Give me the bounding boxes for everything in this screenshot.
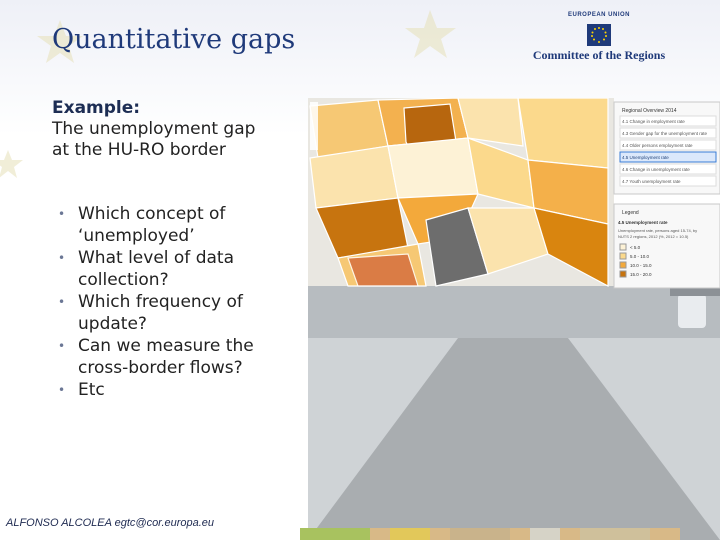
legend-label: < 5.0	[630, 245, 641, 250]
zoom-controls	[310, 102, 318, 150]
bullet-item: • Which concept of ‘unemployed’	[58, 204, 226, 246]
example-lead: Example:	[52, 98, 141, 118]
bullet-item: • What level of data collection?	[58, 248, 234, 290]
logo-committee-text: Committee of the Regions	[532, 48, 666, 62]
layer-item[interactable]: 4.1 Change in employment rate	[622, 119, 685, 124]
example-line-2: at the HU-RO border	[52, 140, 226, 160]
logo-eu-text: EUROPEAN UNION	[567, 12, 630, 18]
committee-of-regions-logo	[524, 12, 674, 72]
legend-title: Legend	[622, 210, 639, 216]
legend-desc-2: NUTS 2 regions, 2012 (%, 2012 = 10.5)	[618, 234, 689, 239]
bullet-dot-icon: •	[58, 383, 66, 397]
bullet-item: • Can we measure the cross-border flows?	[58, 336, 254, 378]
example-block	[52, 98, 302, 161]
legend-subtitle: 4.5 Unemployment rate	[618, 220, 668, 225]
footer-contact: ALFONSO ALCOLEA egtc@cor.europa.eu	[6, 517, 215, 529]
slide-title: Quantitative gaps	[52, 24, 296, 55]
legend-swatch	[620, 244, 626, 250]
eu-flag-icon	[587, 24, 611, 46]
legend-swatch	[620, 253, 626, 259]
map-screenshot	[308, 98, 720, 540]
layer-item[interactable]: 4.4 Older persons employment rate	[622, 143, 693, 148]
legend-swatch	[620, 271, 626, 277]
color-footer-bar	[300, 524, 680, 540]
example-line-1: The unemployment gap	[52, 119, 256, 139]
bullet-dot-icon: •	[58, 295, 66, 309]
bullet-item: • Etc	[58, 380, 105, 400]
legend-label: 5.0 - 10.0	[630, 254, 650, 259]
layer-item[interactable]: 4.3 Gender gap for the unemployment rate	[622, 131, 708, 136]
bullet-item: • Which frequency of update?	[58, 292, 243, 334]
layer-item[interactable]: 4.7 Youth unemployment rate	[622, 179, 681, 184]
legend-swatch	[620, 262, 626, 268]
legend-label: 15.0 - 20.0	[630, 272, 652, 277]
bullet-dot-icon: •	[58, 339, 66, 353]
layer-item-selected[interactable]: 4.5 Unemployment rate	[622, 155, 669, 160]
legend-label: 10.0 - 15.0	[630, 263, 652, 268]
bullet-dot-icon: •	[58, 251, 66, 265]
legend-desc-1: Unemployment rate, persons aged 15-74, by	[618, 228, 698, 233]
layer-item[interactable]: 4.6 Change in unemployment rate	[622, 167, 690, 172]
bullet-dot-icon: •	[58, 207, 66, 221]
bullet-list	[52, 203, 302, 401]
layers-title: Regional Overview 2014	[622, 108, 677, 114]
